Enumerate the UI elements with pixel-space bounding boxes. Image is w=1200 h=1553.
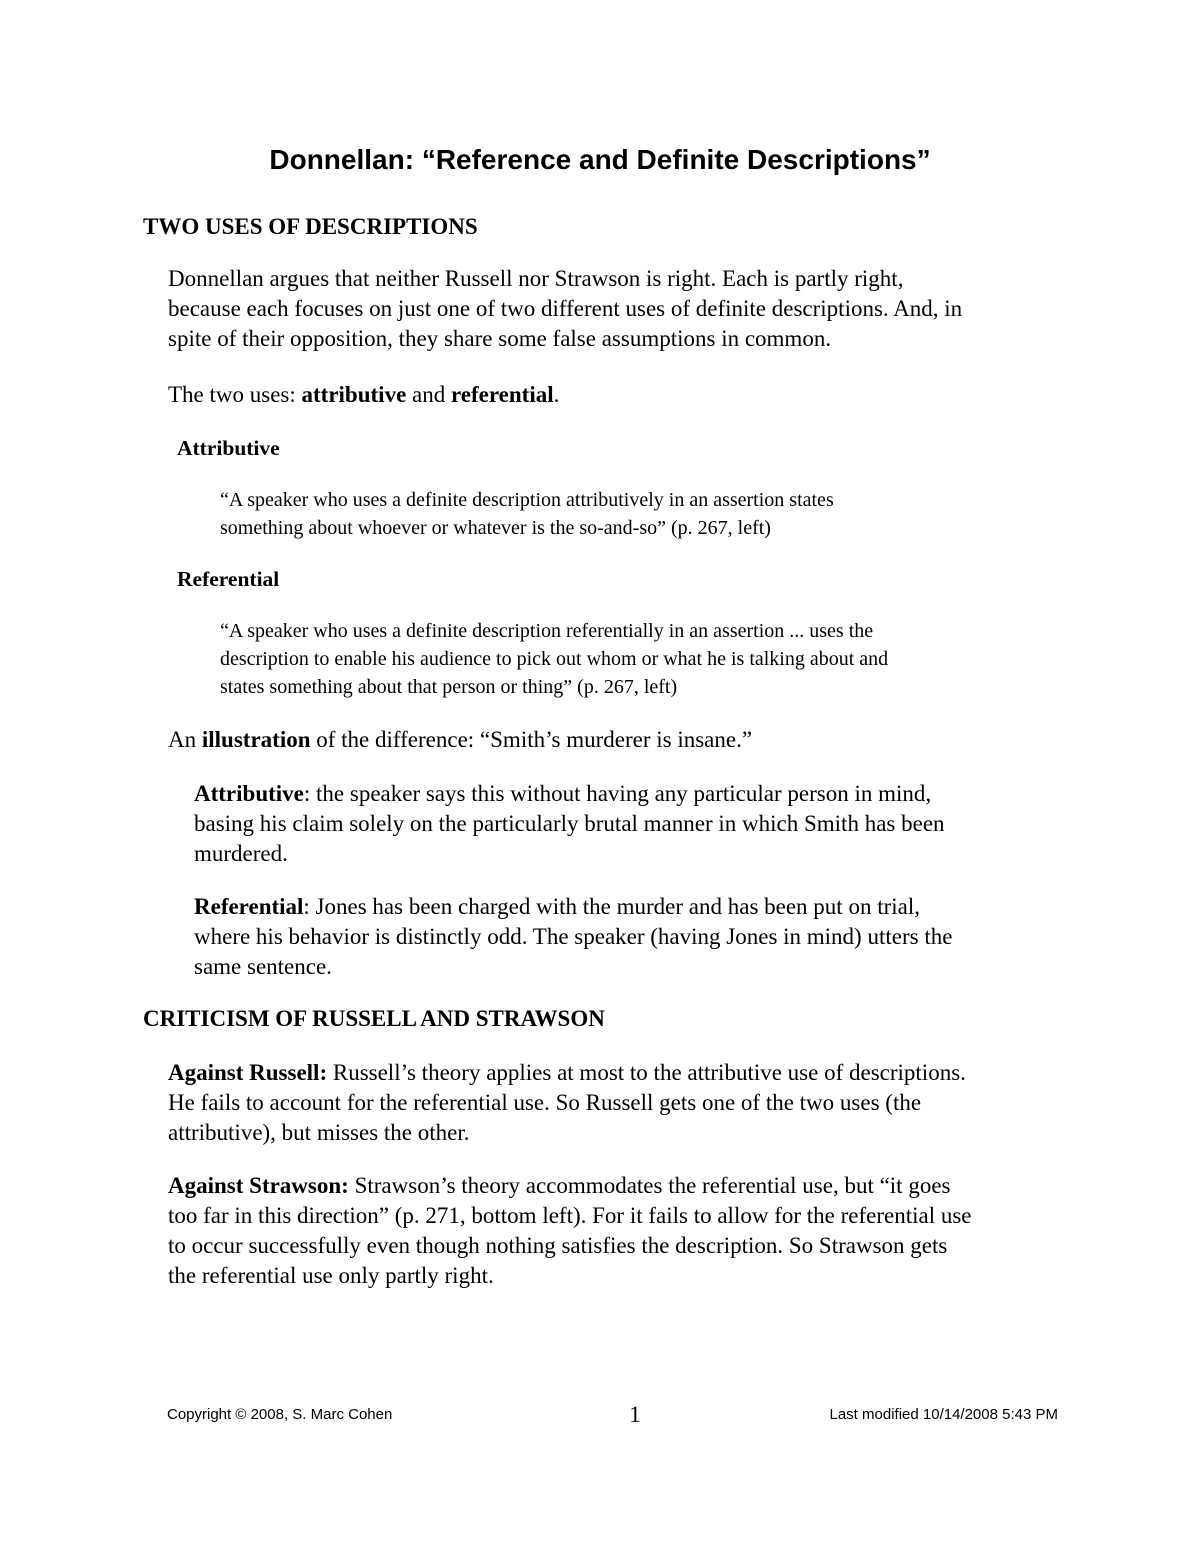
label-attributive: Attributive xyxy=(194,781,304,806)
paragraph-line: the referential use only partly right. xyxy=(168,1263,494,1288)
section-heading-two-uses: TWO USES OF DESCRIPTIONS xyxy=(143,214,478,239)
quote-line: states something about that person or thing” (p. 267, left) xyxy=(220,676,678,698)
intro-line: Donnellan argues that neither Russell nor Strawson is right. Each is partly right, xyxy=(168,266,904,291)
against-russell-paragraph xyxy=(168,1058,966,1148)
paragraph-line: basing his claim solely on the particularly brutal manner in which Smith has been xyxy=(194,811,945,836)
label-referential: Referential xyxy=(194,894,304,919)
intro-line: spite of their opposition, they share some false assumptions in common. xyxy=(168,326,832,351)
page-footer xyxy=(0,1400,1200,1440)
quote-line: something about whoever or whatever is the so-and-so” (p. 267, left) xyxy=(220,517,771,539)
document-title: Donnellan: “Reference and Definite Descriptions” xyxy=(269,144,931,175)
subheading-attributive: Attributive xyxy=(177,436,280,460)
illustration-prefix: An xyxy=(168,727,202,752)
label-against-russell: Against Russell: xyxy=(168,1060,328,1085)
subheading-referential: Referential xyxy=(177,567,280,591)
two-uses-and: and xyxy=(406,382,451,407)
intro-line: because each focuses on just one of two different uses of definite descriptions. And, in xyxy=(168,296,963,321)
against-russell-text: Russell’s theory applies at most to the attributive use of descriptions. xyxy=(327,1060,966,1085)
quote-line: “A speaker who uses a definite description attributively in an assertion states xyxy=(220,489,834,511)
term-referential: referential xyxy=(451,382,554,407)
term-illustration: illustration xyxy=(201,727,311,752)
illustration-paragraph xyxy=(168,725,752,755)
illustration-suffix: of the difference: “Smith’s murderer is insane.” xyxy=(310,727,753,752)
illustration-attributive-paragraph xyxy=(194,779,945,869)
paragraph-line: to occur successfully even though nothing satisfies the description. So Strawson gets xyxy=(168,1233,948,1258)
term-attributive: attributive xyxy=(301,382,407,407)
referential-quote xyxy=(220,617,1080,701)
section-heading-criticism: CRITICISM OF RUSSELL AND STRAWSON xyxy=(143,1006,605,1031)
label-against-strawson: Against Strawson: xyxy=(168,1173,349,1198)
paragraph-line: where his behavior is distinctly odd. The speaker (having Jones in mind) utters the xyxy=(194,924,953,949)
against-strawson-text: Strawson’s theory accommodates the referential use, but “it goes xyxy=(348,1173,951,1198)
paragraph-line: attributive), but misses the other. xyxy=(168,1120,470,1145)
footer-last-modified: Last modified 10/14/2008 5:43 PM xyxy=(829,1406,1058,1423)
illustration-referential-paragraph xyxy=(194,892,952,982)
illustration-referential-text: : Jones has been charged with the murder and has been put on trial, xyxy=(303,894,920,919)
footer-copyright: Copyright © 2008, S. Marc Cohen xyxy=(167,1406,393,1423)
paragraph-line: He fails to account for the referential use. So Russell gets one of the two uses (the xyxy=(168,1090,922,1115)
against-strawson-paragraph xyxy=(168,1171,972,1291)
paragraph-line: same sentence. xyxy=(194,954,332,979)
intro-paragraph xyxy=(168,264,962,354)
two-uses-paragraph xyxy=(168,380,559,410)
paragraph-line: murdered. xyxy=(194,841,288,866)
attributive-quote xyxy=(220,486,1080,542)
quote-line: “A speaker who uses a definite description referentially in an assertion ... uses the xyxy=(220,620,874,642)
illustration-attributive-text: : the speaker says this without having any particular person in mind, xyxy=(303,781,932,806)
two-uses-suffix: . xyxy=(553,382,560,407)
footer-page-number: 1 xyxy=(629,1402,641,1427)
quote-line: description to enable his audience to pick out whom or what he is talking about and xyxy=(220,648,889,670)
paragraph-line: too far in this direction” (p. 271, bottom left). For it fails to allow for the referential use xyxy=(168,1203,972,1228)
two-uses-prefix: The two uses: xyxy=(168,382,302,407)
